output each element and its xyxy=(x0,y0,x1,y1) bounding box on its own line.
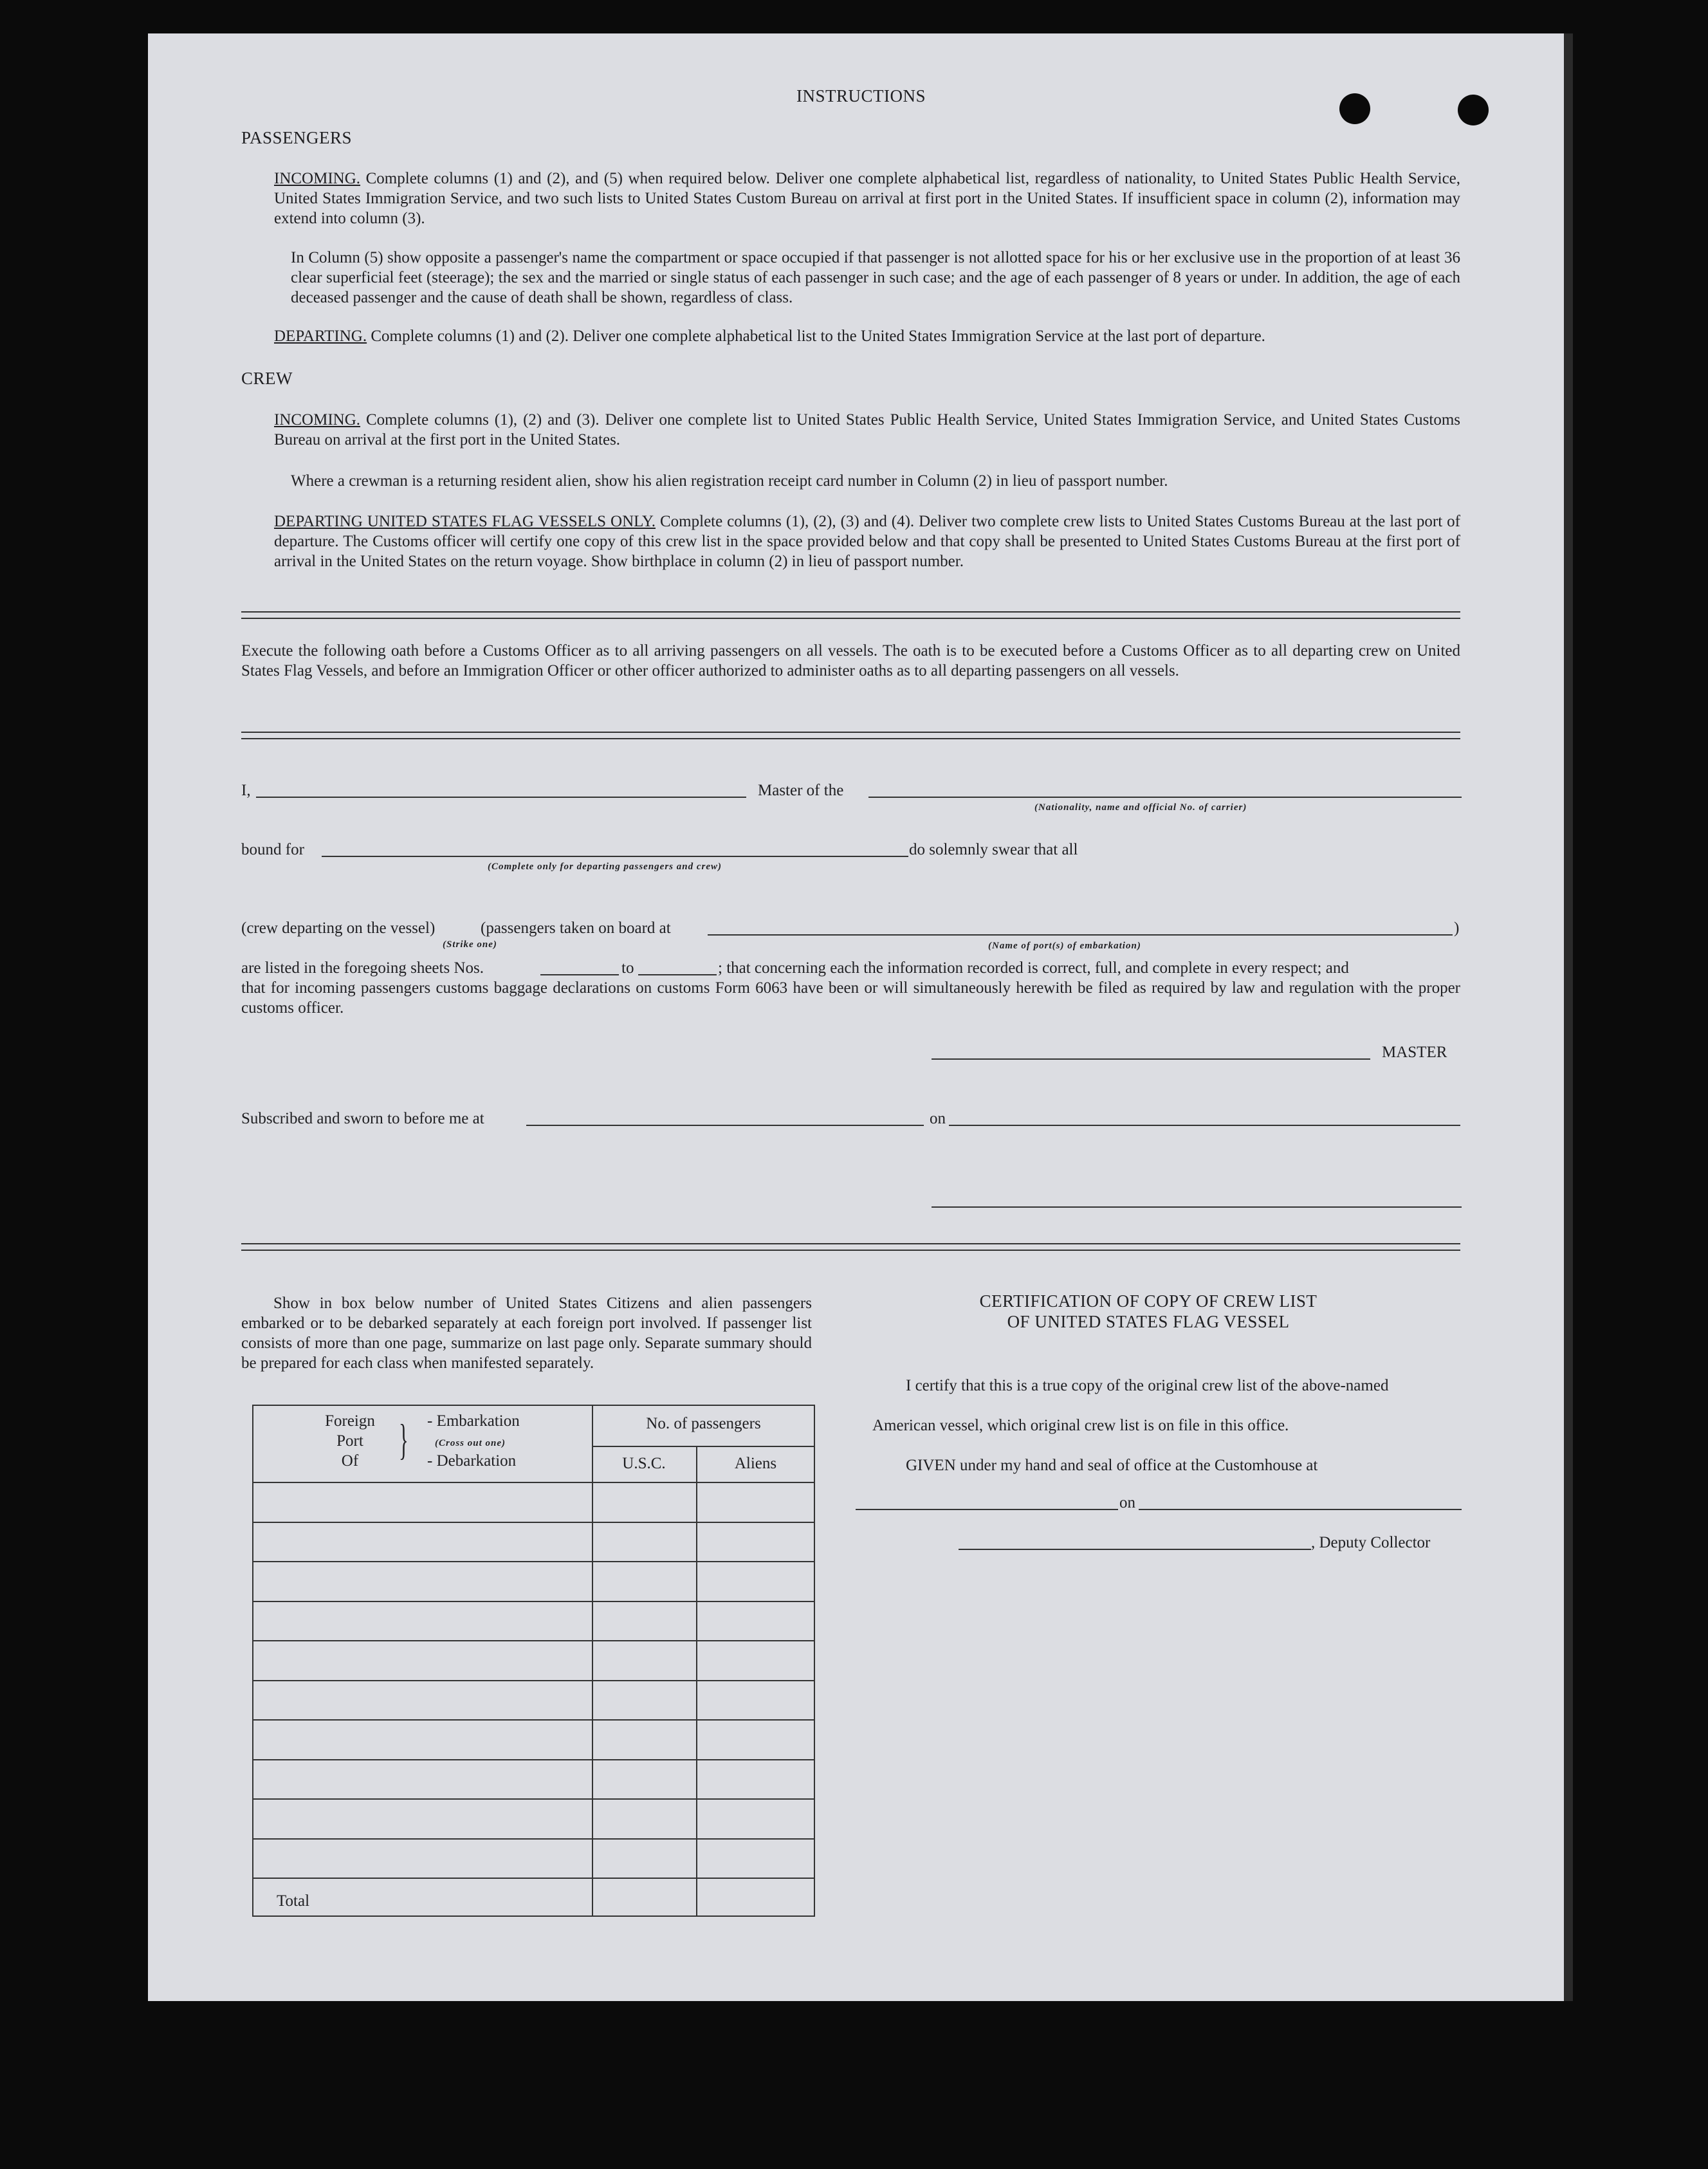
master-name-field[interactable] xyxy=(256,797,746,798)
officer-signature-field[interactable] xyxy=(932,1206,1462,1208)
sheet-from-field[interactable] xyxy=(540,974,619,975)
embarkation-label: - Embarkation xyxy=(427,1412,520,1430)
given-text: GIVEN under my hand and seal of office at the Customhouse at xyxy=(906,1457,1318,1474)
certification-title-2: OF UNITED STATES FLAG VESSEL xyxy=(1007,1312,1290,1331)
table-row-divider xyxy=(253,1719,814,1721)
col-foreign: Foreign xyxy=(325,1412,375,1430)
summary-instruction: Show in box below number of United States Citizens and alien passengers embarked or to be debarked separately at each foreign port involved. If passenger list consists of more than one page, summarize on last page only. Separate summary should be prepared for each class when manifested separately. xyxy=(241,1295,812,1372)
form-page xyxy=(148,33,1573,2001)
carrier-field[interactable] xyxy=(868,797,1462,798)
passenger-summary-table xyxy=(252,1405,815,1917)
passengers-departing-paragraph xyxy=(274,326,1460,346)
sworn-date-field[interactable] xyxy=(949,1125,1460,1126)
section-divider xyxy=(241,1243,1460,1251)
no-passengers-header: No. of passengers xyxy=(646,1415,761,1432)
crew-incoming-text: Complete columns (1), (2) and (3). Deliver one complete list to United States Public Health Service, United States Immigration Service, and United States Customs Bureau on arrival at the first port in the United States. xyxy=(274,411,1460,448)
american-vessel-text: American vessel, which original crew list is on file in this office. xyxy=(872,1417,1289,1434)
brace-icon: } xyxy=(399,1415,409,1464)
sheet-to-field[interactable] xyxy=(638,974,717,975)
debarkation-label: - Debarkation xyxy=(427,1452,517,1470)
column5-paragraph: In Column (5) show opposite a passenger's name the compartment or space occupied if that passenger is not allotted space for his or her exclusive use in the proportion of at least 36 clear superficial feet (steerage); the sex and the married or single status of each passenger in such case; and the age of each passenger of 8 years or under. In addition, the age of each deceased passenger and the cause of death shall be shown, regardless of class. xyxy=(291,249,1460,306)
table-row-divider xyxy=(253,1640,814,1641)
passengers-heading: PASSENGERS xyxy=(241,128,353,147)
deputy-signature-field[interactable] xyxy=(959,1549,1311,1550)
table-row-divider xyxy=(253,1522,814,1523)
punch-hole xyxy=(1339,93,1370,124)
certify-text: I certify that this is a true copy of the original crew list of the above-named xyxy=(906,1377,1389,1394)
deputy-collector-label: , Deputy Collector xyxy=(1311,1534,1431,1551)
close-paren: ) xyxy=(1454,919,1460,937)
customhouse-field[interactable] xyxy=(856,1509,1118,1510)
crew-incoming-paragraph xyxy=(274,410,1460,450)
cross-out-hint: (Cross out one) xyxy=(435,1438,506,1448)
crew-departing-option[interactable]: (crew departing on the vessel) xyxy=(241,919,436,937)
listed-rest: that for incoming passengers customs baggage declarations on customs Form 6063 have been or will simultaneously herewith be filed as required by law and regulation with the proper customs officer. xyxy=(241,979,1460,1017)
section-divider xyxy=(241,732,1460,739)
embarkation-ports-field[interactable] xyxy=(708,934,1453,936)
aliens-header: Aliens xyxy=(734,1455,777,1472)
crew-incoming-label: INCOMING. xyxy=(274,411,361,429)
table-row-divider xyxy=(253,1798,814,1800)
passengers-incoming-paragraph xyxy=(274,169,1460,228)
master-of-the-label: Master of the xyxy=(758,782,844,799)
table-row-divider xyxy=(253,1878,814,1879)
sworn-on-label: on xyxy=(930,1110,946,1127)
listed-sheets-b: ; that concerning each the information recorded is correct, full, and complete in every respect; and xyxy=(718,959,1349,977)
table-row-divider xyxy=(253,1838,814,1840)
listed-to: to xyxy=(621,959,634,977)
total-label: Total xyxy=(277,1892,310,1910)
bound-for-hint: (Complete only for departing passengers and crew) xyxy=(488,862,722,872)
page-title: INSTRUCTIONS xyxy=(796,86,926,106)
master-signature-field[interactable] xyxy=(932,1058,1370,1060)
bound-for-field[interactable] xyxy=(322,856,908,857)
table-divider xyxy=(696,1446,697,1917)
passengers-incoming-text: Complete columns (1) and (2), and (5) when required below. Deliver one complete alphabetical list, regardless of nationality, to United States Public Health Service, United States Immigration Service, and two such lists to United States Custom Bureau on arrival at first port in the United States. If insufficient space in column (2), information may extend into column (3). xyxy=(274,170,1461,227)
crew-departing-paragraph xyxy=(274,512,1460,571)
oath-instruction: Execute the following oath before a Customs Officer as to all arriving passengers on all vessels. The oath is to be executed before a Customs Officer as to all departing crew on United States Flag Vessels, and before an Immigration Officer or other officer authorized to administer oaths as to all departing passengers on all vessels. xyxy=(241,642,1460,679)
strike-one-hint: (Strike one) xyxy=(443,939,497,950)
table-row-divider xyxy=(253,1680,814,1681)
table-row-divider xyxy=(253,1561,814,1562)
passengers-incoming-label: INCOMING. xyxy=(274,170,361,187)
table-divider xyxy=(592,1446,815,1447)
bound-for-label: bound for xyxy=(241,841,304,858)
listed-sheets-a: are listed in the foregoing sheets Nos. xyxy=(241,959,484,977)
section-divider xyxy=(241,611,1460,619)
passengers-taken-option[interactable]: (passengers taken on board at xyxy=(481,919,671,937)
oath-i-label: I, xyxy=(241,782,251,799)
crew-heading: CREW xyxy=(241,369,293,388)
col-port: Port xyxy=(336,1432,363,1450)
swear-text: do solemnly swear that all xyxy=(909,841,1078,858)
cert-on-label: on xyxy=(1119,1494,1135,1511)
sworn-place-field[interactable] xyxy=(526,1125,924,1126)
subscribed-label: Subscribed and sworn to before me at xyxy=(241,1110,484,1127)
col-of: Of xyxy=(341,1452,359,1470)
crew-departing-text: Complete columns (1), (2), (3) and (4). Deliver two complete crew lists to United States Customs Bureau at the last port of departure. The Customs officer will certify one copy of this crew list in the space provided below and that copy shall be presented to United States Customs Bureau at the first port of arrival in the United States on the return voyage. Show birthplace in column (2) in lieu of passport number. xyxy=(274,513,1460,570)
crew-resident-paragraph: Where a crewman is a returning resident alien, show his alien registration receipt card number in Column (2) in lieu of passport number. xyxy=(291,472,1168,490)
ports-hint: (Name of port(s) of embarkation) xyxy=(988,941,1141,951)
cert-date-field[interactable] xyxy=(1139,1509,1462,1510)
passengers-departing-label: DEPARTING. xyxy=(274,328,367,345)
table-row-divider xyxy=(253,1759,814,1760)
table-row-divider xyxy=(253,1482,814,1483)
carrier-field-hint: (Nationality, name and official No. of carrier) xyxy=(1034,802,1247,813)
crew-departing-label: DEPARTING UNITED STATES FLAG VESSELS ONLY. xyxy=(274,513,656,530)
usc-header: U.S.C. xyxy=(622,1455,666,1472)
certification-title-1: CERTIFICATION OF COPY OF CREW LIST xyxy=(979,1291,1318,1311)
passengers-departing-text: Complete columns (1) and (2). Deliver one complete alphabetical list to the United States Immigration Service at the last port of departure. xyxy=(371,328,1265,345)
master-label: MASTER xyxy=(1382,1044,1447,1061)
table-row-divider xyxy=(253,1601,814,1602)
punch-hole xyxy=(1458,95,1489,125)
